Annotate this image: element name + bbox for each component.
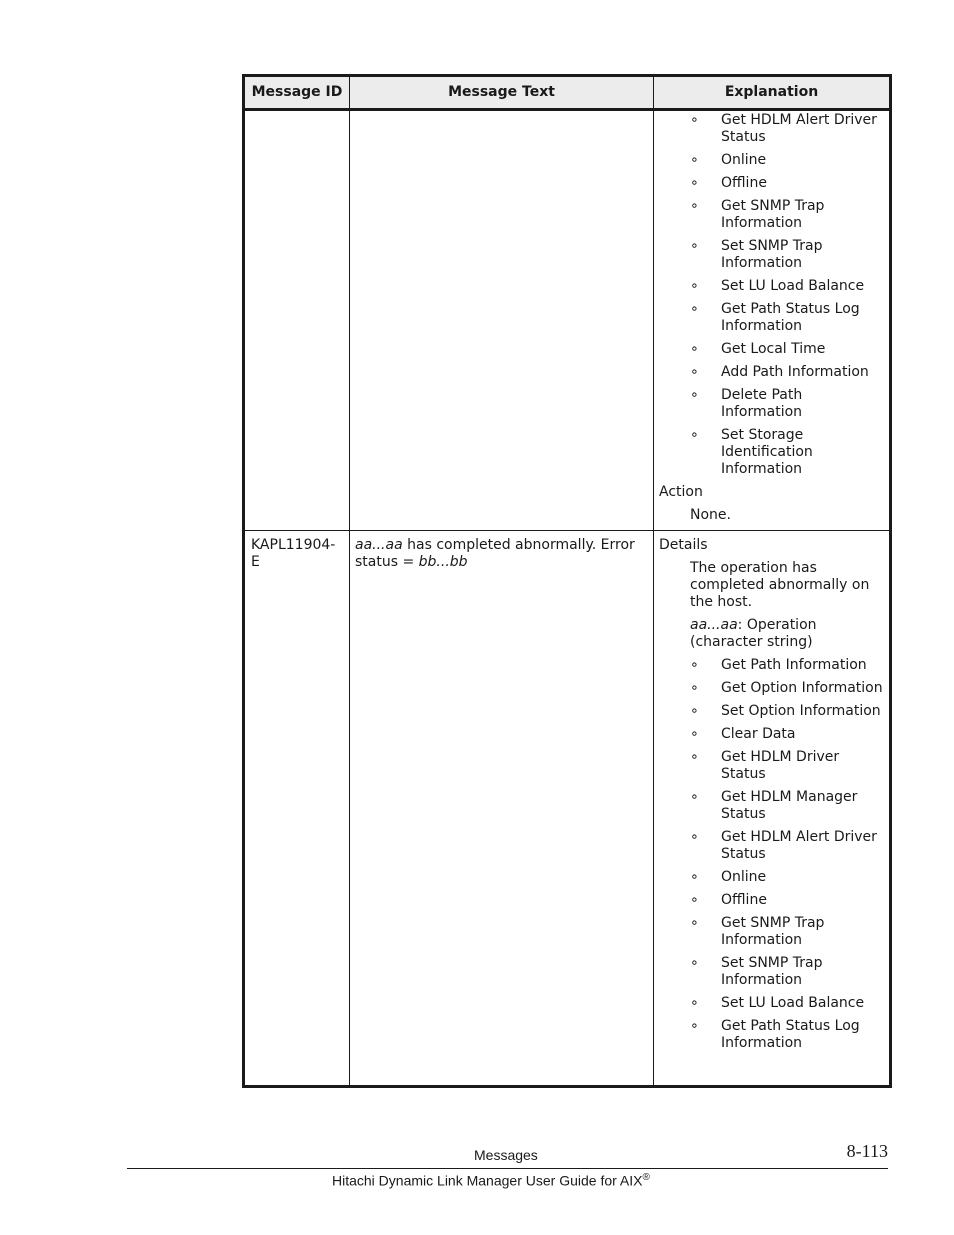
list-item-text: Set Option Information bbox=[721, 703, 881, 719]
list-item bbox=[690, 749, 884, 783]
bullet-icon: ∘ bbox=[690, 657, 699, 673]
list-item-text: Set LU Load Balance bbox=[721, 278, 865, 294]
list-item bbox=[690, 703, 884, 720]
bullet-icon: ∘ bbox=[690, 1018, 699, 1034]
message-id-cell: KAPL11904-E bbox=[244, 531, 350, 1087]
message-text-cell bbox=[350, 531, 654, 1087]
bullet-icon: ∘ bbox=[690, 427, 699, 443]
action-text: None. bbox=[690, 507, 731, 523]
list-item bbox=[690, 955, 884, 989]
list-item-text: Get Local Time bbox=[721, 341, 826, 357]
bullet-icon: ∘ bbox=[690, 112, 699, 128]
message-var-aa: aa...aa bbox=[355, 537, 403, 553]
list-item-text: Offline bbox=[721, 892, 767, 908]
details-label: Details bbox=[659, 537, 708, 553]
list-item bbox=[690, 278, 884, 295]
list-item-text: Delete Path Information bbox=[721, 387, 803, 420]
footer-section-name: Messages bbox=[474, 1147, 538, 1163]
bullet-icon: ∘ bbox=[690, 726, 699, 742]
list-item-text: Get HDLM Alert Driver Status bbox=[721, 829, 877, 862]
bullet-icon: ∘ bbox=[690, 387, 699, 403]
list-item bbox=[690, 680, 884, 697]
list-item-text: Add Path Information bbox=[721, 364, 869, 380]
list-item-text: Get Path Status Log Information bbox=[721, 301, 860, 334]
bullet-icon: ∘ bbox=[690, 915, 699, 931]
list-item bbox=[690, 387, 884, 421]
message-var-bb: bb...bb bbox=[418, 554, 468, 570]
bullet-icon: ∘ bbox=[690, 703, 699, 719]
list-item bbox=[690, 427, 884, 478]
bullet-icon: ∘ bbox=[690, 152, 699, 168]
message-id-cell bbox=[244, 110, 350, 531]
list-item bbox=[690, 364, 884, 381]
list-item-text: Get SNMP Trap Information bbox=[721, 915, 825, 948]
bullet-icon: ∘ bbox=[690, 175, 699, 191]
list-item bbox=[690, 726, 884, 743]
details-text: The operation has completed abnormally on the host. bbox=[690, 560, 870, 610]
explanation-cell bbox=[654, 110, 891, 531]
list-item bbox=[690, 198, 884, 232]
list-item bbox=[690, 892, 884, 909]
list-item-text: Get Path Information bbox=[721, 657, 867, 673]
variable-desc-text: : Operation (character string) bbox=[690, 617, 817, 650]
bullet-icon: ∘ bbox=[690, 869, 699, 885]
list-item-text: Set Storage Identification Information bbox=[721, 427, 813, 477]
table-row bbox=[244, 531, 891, 1087]
list-item-text: Get Option Information bbox=[721, 680, 883, 696]
bullet-icon: ∘ bbox=[690, 238, 699, 254]
list-item-text: Get HDLM Driver Status bbox=[721, 749, 840, 782]
bullet-icon: ∘ bbox=[690, 995, 699, 1011]
variable-name: aa...aa bbox=[690, 617, 738, 633]
book-title-text: Hitachi Dynamic Link Manager User Guide for AIX bbox=[332, 1172, 643, 1189]
operation-list bbox=[659, 657, 884, 1052]
list-item bbox=[690, 341, 884, 358]
list-item-text: Get HDLM Manager Status bbox=[721, 789, 858, 822]
list-item bbox=[690, 869, 884, 886]
header-message-text: Message Text bbox=[350, 76, 654, 110]
explanation-cell bbox=[654, 531, 891, 1087]
header-explanation: Explanation bbox=[654, 76, 891, 110]
list-item bbox=[690, 789, 884, 823]
list-item bbox=[690, 152, 884, 169]
bullet-icon: ∘ bbox=[690, 341, 699, 357]
list-item-text: Online bbox=[721, 152, 767, 168]
list-item-text: Set SNMP Trap Information bbox=[721, 238, 823, 271]
list-item bbox=[690, 915, 884, 949]
list-item-text: Get Path Status Log Information bbox=[721, 1018, 860, 1051]
table-header-row bbox=[244, 76, 891, 110]
list-item-text: Set SNMP Trap Information bbox=[721, 955, 823, 988]
bullet-icon: ∘ bbox=[690, 829, 699, 845]
operation-list bbox=[659, 112, 884, 478]
list-item bbox=[690, 829, 884, 863]
header-message-id: Message ID bbox=[244, 76, 350, 110]
message-table bbox=[242, 74, 892, 1088]
list-item-text: Clear Data bbox=[721, 726, 796, 742]
action-label: Action bbox=[659, 484, 703, 500]
bullet-icon: ∘ bbox=[690, 278, 699, 294]
bullet-icon: ∘ bbox=[690, 680, 699, 696]
list-item-text: Get HDLM Alert Driver Status bbox=[721, 112, 877, 145]
footer-divider bbox=[127, 1168, 888, 1169]
list-item bbox=[690, 112, 884, 146]
list-item bbox=[690, 1018, 884, 1052]
bullet-icon: ∘ bbox=[690, 749, 699, 765]
list-item bbox=[690, 657, 884, 674]
list-item-text: Offline bbox=[721, 175, 767, 191]
list-item bbox=[690, 238, 884, 272]
bullet-icon: ∘ bbox=[690, 301, 699, 317]
list-item bbox=[690, 301, 884, 335]
list-item-text: Set LU Load Balance bbox=[721, 995, 865, 1011]
bullet-icon: ∘ bbox=[690, 892, 699, 908]
bullet-icon: ∘ bbox=[690, 198, 699, 214]
bullet-icon: ∘ bbox=[690, 789, 699, 805]
bullet-icon: ∘ bbox=[690, 955, 699, 971]
bullet-icon: ∘ bbox=[690, 364, 699, 380]
registered-mark: ® bbox=[642, 1172, 650, 1183]
footer-book-title bbox=[332, 1172, 650, 1189]
list-item-text: Get SNMP Trap Information bbox=[721, 198, 825, 231]
page-number: 8-113 bbox=[846, 1141, 888, 1161]
variable-description bbox=[659, 617, 884, 651]
message-text-body: has completed abnormally. Error status = bbox=[355, 537, 635, 570]
list-item bbox=[690, 175, 884, 192]
list-item bbox=[690, 995, 884, 1012]
list-item-text: Online bbox=[721, 869, 767, 885]
table-row bbox=[244, 110, 891, 531]
message-text-cell bbox=[350, 110, 654, 531]
